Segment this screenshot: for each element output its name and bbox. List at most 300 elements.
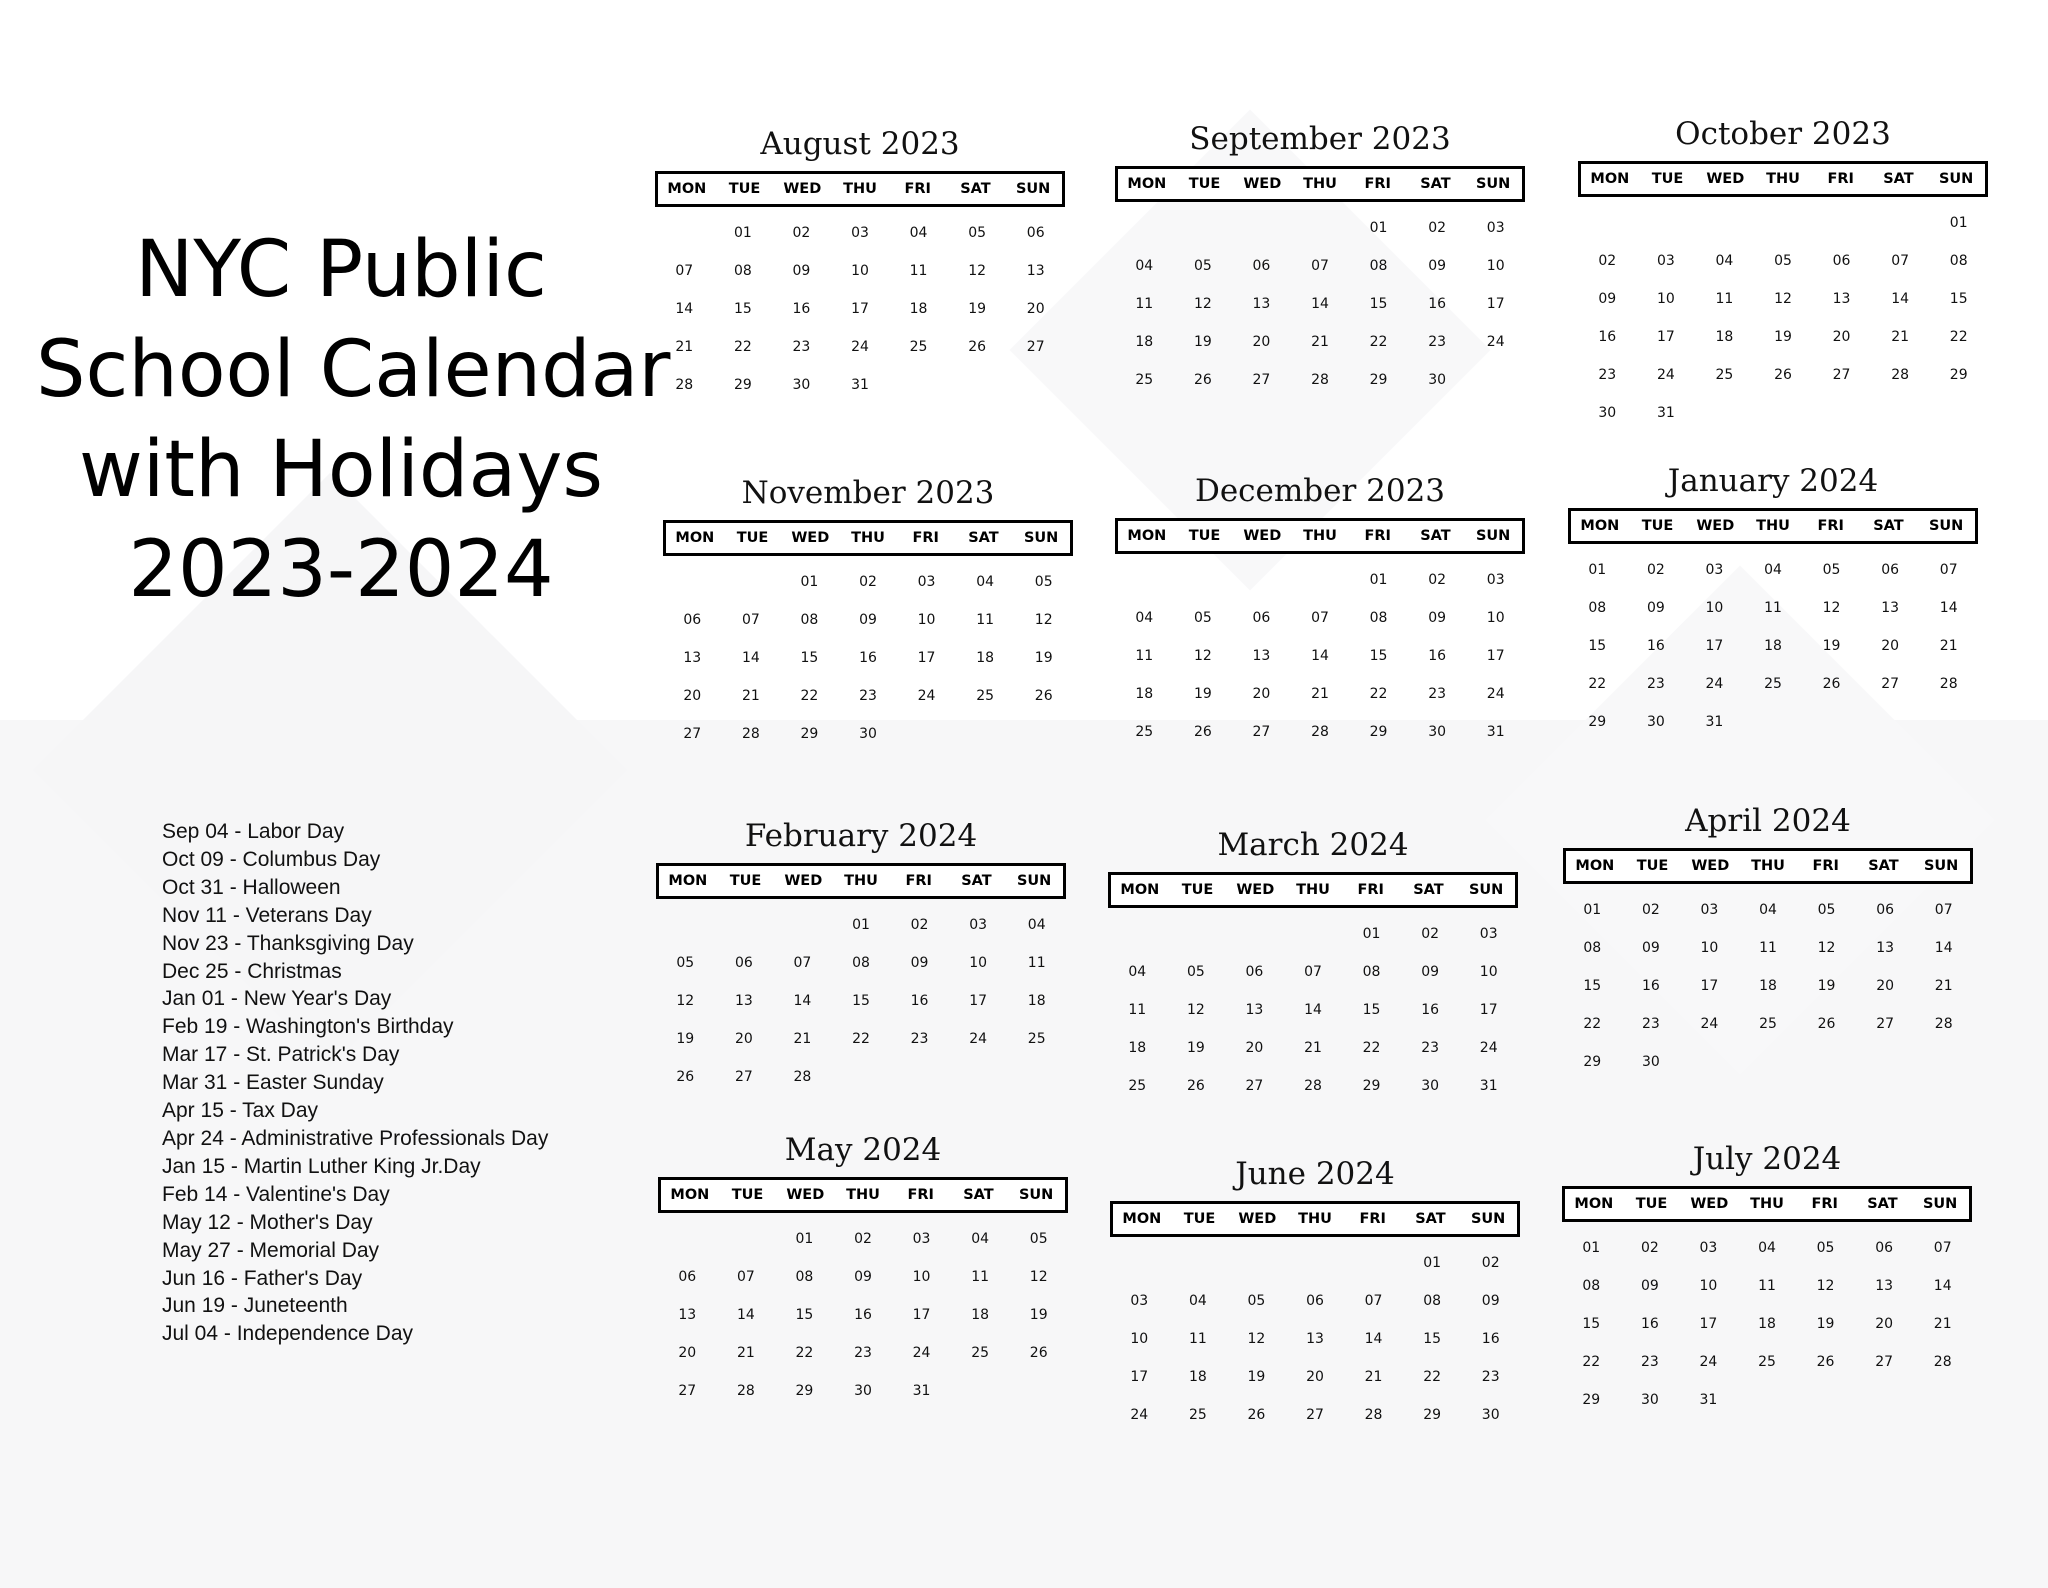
day-cell: 22 (733, 339, 752, 355)
day-cell: 26 (1186, 1078, 1205, 1094)
day-cell: 11 (1135, 648, 1154, 664)
weekday-label: FRI (1817, 518, 1844, 534)
day-cell: 05 (1774, 253, 1792, 269)
day-cell: 27 (734, 1069, 753, 1085)
day-cell: 09 (792, 263, 811, 279)
day-cell: 08 (733, 263, 752, 279)
day-cell: 30 (1598, 405, 1617, 421)
day-cell: 13 (1252, 648, 1271, 664)
day-cell: 27 (1245, 1078, 1264, 1094)
day-cell: 08 (1423, 1293, 1442, 1309)
day-cell: 01 (733, 225, 752, 241)
day-cell: 27 (1881, 676, 1900, 692)
weekday-label: MON (1120, 882, 1160, 898)
day-cell: 19 (676, 1031, 695, 1047)
day-cell: 16 (792, 301, 811, 317)
day-cell: 12 (676, 993, 695, 1009)
day-cell: 31 (1699, 1392, 1718, 1408)
day-cell: 24 (851, 339, 869, 355)
day-cell: 28 (793, 1069, 812, 1085)
day-cell: 30 (1640, 1392, 1659, 1408)
day-cell: 16 (1640, 1316, 1659, 1332)
day-cell: 11 (971, 1269, 990, 1285)
day-grid (1578, 197, 1988, 432)
day-cell: 08 (800, 612, 819, 628)
day-cell: 07 (1939, 562, 1958, 578)
day-cell: 26 (1193, 724, 1212, 740)
day-cell: 14 (1304, 1002, 1322, 1018)
title-line: NYC Public (135, 225, 547, 315)
day-cell: 17 (912, 1307, 931, 1323)
day-cell: 22 (1588, 676, 1607, 692)
weekday-label: SAT (960, 181, 991, 197)
weekday-label: THU (1766, 171, 1800, 187)
weekday-label: SUN (1015, 181, 1051, 197)
month-title: August 2023 (760, 126, 960, 162)
day-cell: 24 (1486, 686, 1505, 702)
weekday-label: WED (1238, 1211, 1277, 1227)
day-cell: 08 (1583, 940, 1602, 956)
day-cell: 06 (1306, 1293, 1324, 1309)
day-grid (655, 207, 1065, 404)
day-cell: 23 (1428, 686, 1447, 702)
day-cell: 26 (1774, 367, 1792, 383)
weekday-label: THU (844, 873, 878, 889)
weekday-label: SAT (1415, 1211, 1446, 1227)
day-cell: 14 (793, 993, 812, 1009)
day-cell: 02 (1646, 562, 1665, 578)
weekday-label: TUE (1188, 176, 1221, 192)
day-cell: 19 (1186, 1040, 1205, 1056)
day-cell: 27 (1252, 372, 1271, 388)
day-cell: 10 (1479, 964, 1498, 980)
day-cell: 15 (1369, 648, 1388, 664)
day-cell: 25 (976, 688, 995, 704)
day-cell: 06 (1875, 1240, 1894, 1256)
day-cell: 29 (1369, 724, 1388, 740)
day-cell: 14 (736, 1307, 755, 1323)
day-cell: 20 (1252, 686, 1271, 702)
day-cell: 04 (1128, 964, 1147, 980)
day-cell: 03 (917, 574, 936, 590)
day-cell: 02 (1428, 572, 1447, 588)
day-cell: 28 (1304, 1078, 1322, 1094)
day-cell: 17 (1486, 296, 1505, 312)
weekday-label: SUN (1018, 1187, 1054, 1203)
day-grid (1568, 544, 1978, 741)
day-cell: 25 (971, 1345, 990, 1361)
day-cell: 22 (852, 1031, 870, 1047)
weekday-label: SAT (968, 530, 999, 546)
day-cell: 08 (1362, 964, 1381, 980)
day-cell: 09 (859, 612, 877, 628)
weekday-label: WED (1243, 528, 1282, 544)
day-cell: 13 (1875, 1278, 1894, 1294)
weekday-label: THU (1756, 518, 1790, 534)
weekday-header (1110, 1201, 1520, 1237)
weekday-label: THU (851, 530, 885, 546)
day-cell: 09 (1646, 600, 1665, 616)
day-cell: 15 (1582, 1316, 1601, 1332)
day-cell: 31 (1656, 405, 1675, 421)
day-cell: 27 (1875, 1354, 1894, 1370)
day-cell: 05 (1193, 258, 1212, 274)
weekday-label: THU (1751, 858, 1785, 874)
day-cell: 07 (1891, 253, 1910, 269)
weekday-label: TUE (728, 181, 761, 197)
day-cell: 07 (736, 1269, 755, 1285)
day-cell: 23 (910, 1031, 929, 1047)
weekday-label: WED (1690, 1196, 1729, 1212)
weekday-header (658, 1177, 1068, 1213)
day-cell: 14 (1891, 291, 1910, 307)
day-cell: 30 (854, 1383, 872, 1399)
day-cell: 06 (1876, 902, 1895, 918)
day-cell: 13 (1832, 291, 1851, 307)
day-cell: 04 (1135, 258, 1154, 274)
day-cell: 30 (1421, 1078, 1440, 1094)
day-cell: 02 (792, 225, 811, 241)
day-cell: 01 (1423, 1255, 1442, 1271)
day-cell: 28 (1939, 676, 1958, 692)
day-cell: 17 (917, 650, 936, 666)
holiday-item: Sep 04 - Labor Day (162, 820, 345, 843)
day-cell: 25 (1027, 1031, 1046, 1047)
weekday-label: SUN (1468, 882, 1504, 898)
month-title: December 2023 (1194, 473, 1446, 509)
holiday-item: Nov 23 - Thanksgiving Day (162, 931, 414, 955)
day-cell: 18 (1128, 1040, 1147, 1056)
day-cell: 02 (859, 574, 877, 590)
day-cell: 21 (675, 339, 694, 355)
day-cell: 23 (1421, 1040, 1440, 1056)
day-cell: 05 (1817, 902, 1836, 918)
holiday-item: Oct 09 - Columbus Day (162, 847, 381, 871)
day-cell: 20 (678, 1345, 697, 1361)
day-cell: 28 (675, 377, 694, 393)
holiday-item: Jan 01 - New Year's Day (162, 987, 392, 1011)
weekday-header (1115, 518, 1525, 554)
day-cell: 23 (792, 339, 811, 355)
day-cell: 25 (1758, 1354, 1776, 1370)
day-cell: 11 (1188, 1331, 1207, 1347)
day-cell: 26 (1029, 1345, 1048, 1361)
day-cell: 19 (1193, 334, 1212, 350)
day-cell: 12 (1193, 296, 1212, 312)
month-title: January 2024 (1667, 463, 1879, 499)
day-cell: 29 (800, 726, 819, 742)
day-cell: 24 (912, 1345, 931, 1361)
month-title: October 2023 (1675, 116, 1891, 152)
title-line: 2023-2024 (128, 525, 554, 615)
day-cell: 04 (909, 225, 928, 241)
holiday-item: Apr 15 - Tax Day (162, 1099, 319, 1123)
weekday-label: SAT (1868, 858, 1899, 874)
day-cell: 26 (1817, 1016, 1836, 1032)
day-cell: 15 (852, 993, 870, 1009)
day-cell: 14 (1311, 296, 1329, 312)
day-cell: 03 (1486, 572, 1505, 588)
weekday-label: WED (1236, 882, 1275, 898)
day-cell: 15 (795, 1307, 814, 1323)
day-cell: 24 (1486, 334, 1505, 350)
holiday-item: Jun 19 - Juneteenth (162, 1294, 348, 1318)
day-cell: 08 (852, 955, 870, 971)
weekday-label: MON (1127, 528, 1167, 544)
weekday-label: SAT (961, 873, 992, 889)
day-cell: 19 (1193, 686, 1212, 702)
weekday-label: FRI (1364, 528, 1391, 544)
day-cell: 17 (1705, 638, 1724, 654)
day-cell: 20 (683, 688, 702, 704)
weekday-label: SAT (963, 1187, 994, 1203)
day-cell: 10 (969, 955, 988, 971)
month-title: May 2024 (784, 1132, 942, 1168)
day-cell: 21 (1934, 978, 1953, 994)
day-cell: 18 (1188, 1369, 1207, 1385)
day-cell: 22 (1949, 329, 1968, 345)
day-cell: 25 (1188, 1407, 1207, 1423)
day-cell: 27 (1876, 1016, 1895, 1032)
weekday-label: SUN (1470, 1211, 1506, 1227)
month-title: July 2024 (1692, 1141, 1842, 1177)
day-cell: 21 (1311, 334, 1329, 350)
day-cell: 30 (1428, 372, 1447, 388)
day-cell: 10 (1705, 600, 1724, 616)
weekday-label: TUE (1651, 171, 1684, 187)
day-cell: 07 (1304, 964, 1322, 980)
day-cell: 26 (1034, 688, 1053, 704)
weekday-label: THU (843, 181, 877, 197)
day-cell: 08 (1369, 610, 1388, 626)
month-title: April 2024 (1685, 803, 1851, 839)
weekday-label: THU (1298, 1211, 1332, 1227)
day-cell: 09 (1598, 291, 1617, 307)
day-cell: 03 (1656, 253, 1675, 269)
day-cell: 08 (1369, 258, 1388, 274)
day-cell: 26 (968, 339, 987, 355)
day-cell: 17 (1699, 1316, 1718, 1332)
weekday-label: TUE (736, 530, 769, 546)
day-cell: 25 (1128, 1078, 1147, 1094)
day-cell: 02 (1640, 1240, 1659, 1256)
day-cell: 10 (1699, 1278, 1718, 1294)
day-cell: 08 (795, 1269, 814, 1285)
day-cell: 10 (1700, 940, 1719, 956)
weekday-label: MON (668, 873, 708, 889)
month-calendar (1115, 471, 1525, 751)
day-grid (1108, 908, 1518, 1105)
holiday-item: Mar 31 - Easter Sunday (162, 1071, 384, 1095)
day-cell: 01 (1369, 572, 1388, 588)
day-cell: 30 (1428, 724, 1447, 740)
weekday-label: MON (675, 530, 715, 546)
day-cell: 23 (1640, 1354, 1659, 1370)
month-calendar (658, 1130, 1068, 1410)
day-cell: 18 (1715, 329, 1734, 345)
holiday-item: Apr 24 - Administrative Professionals Day (162, 1126, 549, 1150)
day-cell: 10 (917, 612, 936, 628)
day-cell: 13 (734, 993, 753, 1009)
day-cell: 22 (1362, 1040, 1381, 1056)
day-cell: 12 (1817, 940, 1836, 956)
day-cell: 16 (1646, 638, 1665, 654)
weekday-label: THU (1296, 882, 1330, 898)
weekday-label: WED (784, 873, 823, 889)
weekday-label: TUE (1188, 528, 1221, 544)
day-cell: 03 (1700, 902, 1719, 918)
day-cell: 04 (1759, 902, 1777, 918)
day-cell: 20 (1026, 301, 1045, 317)
day-cell: 02 (854, 1231, 872, 1247)
day-cell: 09 (1641, 940, 1660, 956)
day-cell: 28 (741, 726, 760, 742)
weekday-label: MON (1580, 518, 1620, 534)
day-cell: 27 (1832, 367, 1851, 383)
day-cell: 04 (971, 1231, 990, 1247)
day-cell: 10 (1486, 610, 1505, 626)
weekday-label: MON (670, 1187, 710, 1203)
day-cell: 04 (1764, 562, 1782, 578)
day-cell: 23 (1598, 367, 1617, 383)
day-cell: 22 (1582, 1354, 1601, 1370)
day-cell: 05 (1029, 1231, 1048, 1247)
day-cell: 01 (1583, 902, 1602, 918)
day-cell: 01 (1949, 215, 1968, 231)
day-grid (1563, 884, 1973, 1081)
day-cell: 16 (854, 1307, 872, 1323)
day-cell: 16 (1421, 1002, 1440, 1018)
day-cell: 10 (1486, 258, 1505, 274)
day-cell: 27 (1306, 1407, 1324, 1423)
day-cell: 28 (1934, 1016, 1953, 1032)
day-cell: 18 (976, 650, 995, 666)
month-title: September 2023 (1189, 121, 1451, 157)
day-cell: 30 (792, 377, 811, 393)
weekday-label: TUE (731, 1187, 764, 1203)
day-cell: 03 (912, 1231, 931, 1247)
holiday-item: Mar 17 - St. Patrick's Day (162, 1043, 400, 1067)
day-cell: 25 (1715, 367, 1734, 383)
weekday-label: TUE (1181, 882, 1214, 898)
day-cell: 24 (1705, 676, 1724, 692)
day-cell: 17 (851, 301, 869, 317)
weekday-label: FRI (1811, 1196, 1838, 1212)
day-cell: 30 (1646, 714, 1665, 730)
day-cell: 21 (1311, 686, 1329, 702)
day-cell: 05 (1247, 1293, 1266, 1309)
day-grid (658, 1213, 1068, 1410)
day-cell: 24 (1700, 1016, 1719, 1032)
day-cell: 24 (1130, 1407, 1149, 1423)
day-cell: 07 (741, 612, 760, 628)
day-cell: 20 (1306, 1369, 1324, 1385)
weekday-header (1562, 1186, 1972, 1222)
day-cell: 06 (1881, 562, 1900, 578)
weekday-header (656, 863, 1066, 899)
weekday-label: FRI (1359, 1211, 1386, 1227)
day-cell: 16 (1428, 648, 1447, 664)
day-cell: 24 (969, 1031, 988, 1047)
day-cell: 14 (741, 650, 760, 666)
day-cell: 12 (1816, 1278, 1835, 1294)
weekday-label: FRI (912, 530, 939, 546)
day-cell: 30 (1481, 1407, 1500, 1423)
weekday-header (1563, 848, 1973, 884)
day-cell: 03 (1130, 1293, 1149, 1309)
day-cell: 16 (1428, 296, 1447, 312)
day-cell: 12 (1247, 1331, 1266, 1347)
day-cell: 16 (1481, 1331, 1500, 1347)
day-cell: 31 (1486, 724, 1505, 740)
day-cell: 18 (1758, 1316, 1776, 1332)
title-line: with Holidays (78, 425, 604, 515)
day-cell: 28 (1311, 724, 1329, 740)
holiday-item: Feb 19 - Washington's Birthday (162, 1015, 454, 1039)
day-cell: 10 (1656, 291, 1675, 307)
weekday-label: SUN (1475, 176, 1511, 192)
weekday-label: SAT (1413, 882, 1444, 898)
day-grid (1110, 1237, 1520, 1434)
day-cell: 27 (1026, 339, 1045, 355)
weekday-label: FRI (1827, 171, 1854, 187)
weekday-label: FRI (905, 873, 932, 889)
month-calendar (1578, 114, 1988, 432)
day-cell: 29 (1583, 1054, 1602, 1070)
day-cell: 14 (1933, 1278, 1952, 1294)
weekday-header (663, 520, 1073, 556)
day-cell: 07 (1364, 1293, 1383, 1309)
day-cell: 04 (1188, 1293, 1207, 1309)
weekday-label: WED (786, 1187, 825, 1203)
weekday-label: WED (783, 181, 822, 197)
day-cell: 12 (1822, 600, 1841, 616)
day-cell: 20 (734, 1031, 753, 1047)
day-cell: 02 (1428, 220, 1447, 236)
day-cell: 11 (1758, 1278, 1776, 1294)
weekday-label: SAT (1873, 518, 1904, 534)
day-cell: 24 (1479, 1040, 1498, 1056)
day-cell: 15 (1423, 1331, 1442, 1347)
weekday-label: MON (1590, 171, 1630, 187)
day-cell: 19 (968, 301, 987, 317)
day-cell: 11 (1135, 296, 1154, 312)
day-cell: 06 (1832, 253, 1851, 269)
day-cell: 21 (1939, 638, 1958, 654)
day-cell: 24 (1699, 1354, 1718, 1370)
day-cell: 10 (851, 263, 869, 279)
day-cell: 13 (1306, 1331, 1324, 1347)
day-cell: 18 (1764, 638, 1782, 654)
title-line: School Calendar (36, 325, 671, 415)
day-cell: 14 (1939, 600, 1958, 616)
day-cell: 22 (800, 688, 819, 704)
day-cell: 13 (1026, 263, 1045, 279)
day-cell: 13 (678, 1307, 697, 1323)
day-cell: 18 (1027, 993, 1046, 1009)
weekday-label: FRI (907, 1187, 934, 1203)
day-cell: 05 (1034, 574, 1053, 590)
day-cell: 24 (1656, 367, 1675, 383)
day-cell: 05 (1186, 964, 1205, 980)
day-cell: 09 (854, 1269, 872, 1285)
day-cell: 25 (1135, 372, 1154, 388)
day-cell: 15 (1369, 296, 1388, 312)
weekday-header (1108, 872, 1518, 908)
day-cell: 06 (683, 612, 702, 628)
weekday-label: SUN (1928, 518, 1964, 534)
day-cell: 14 (1311, 648, 1329, 664)
